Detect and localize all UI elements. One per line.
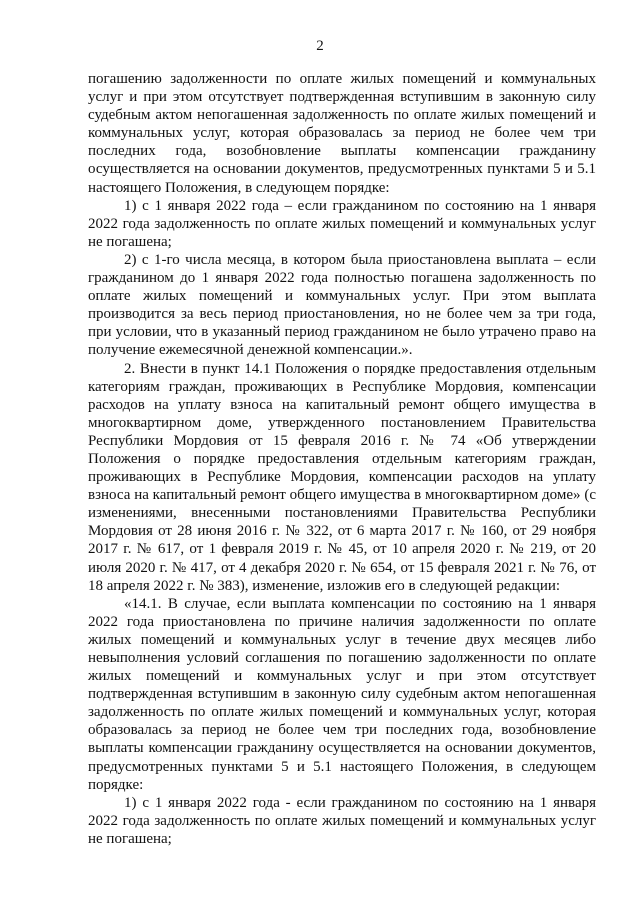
document-body bbox=[88, 70, 596, 848]
paragraph: «14.1. В случае, если выплата компенсации по состоянию на 1 января 2022 года приостановлена по причине наличия задолженности по оплате жилых помещений и коммунальных услуг в течение двух месяцев либо невыполнения условий соглашения по погашению задолженности по оплате жилых помещений и коммунальных услуг и при этом отсутствует подтвержденная вступившим в законную силу судебным актом непогашенная задолженность по оплате жилых помещений и коммунальных услуг, которая образовалась за период не более чем три последних года, возобновление выплаты компенсации гражданину осуществляется на основании документов, предусмотренных пунктами 5 и 5.1 настоящего Положения, в следующем порядке: bbox=[88, 595, 596, 793]
paragraph: погашению задолженности по оплате жилых помещений и коммунальных услуг и при этом отсутствует подтвержденная вступившим в законную силу судебным актом непогашенная задолженность по оплате жилых помещений и коммунальных услуг, которая образовалась за период не более чем три последних года, возобновление выплаты компенсации гражданину осуществляется на основании документов, предусмотренных пунктами 5 и 5.1 настоящего Положения, в следующем порядке: bbox=[88, 71, 596, 196]
page-number: 2 bbox=[316, 38, 324, 54]
paragraph: 2) с 1-го числа месяца, в котором была приостановлена выплата – если гражданином до 1 января 2022 года полностью погашена задолженность по оплате жилых помещений и коммунальных услуг. При этом выплата производится за весь период приостановления, но не более чем за три года, при условии, что в указанный период гражданином не было утрачено право на получение ежемесячной денежной компенсации.». bbox=[88, 251, 596, 359]
paragraph: 1) с 1 января 2022 года - если гражданином по состоянию на 1 января 2022 года задолженность по оплате жилых помещений и коммунальных услуг не погашена; bbox=[88, 794, 596, 847]
paragraph: 1) с 1 января 2022 года – если гражданином по состоянию на 1 января 2022 года задолженность по оплате жилых помещений и коммунальных услуг не погашена; bbox=[88, 197, 596, 250]
paragraph: 2. Внести в пункт 14.1 Положения о порядке предоставления отдельным категориям граждан, проживающих в Республике Мордовия, компенсации расходов на уплату взноса на капитальный ремонт общего имущества в многоквартирном доме, утвержденного постановлением Правительства Республики Мордовия от 15 февраля 2016 г. № 74 «Об утверждении Положения о порядке предоставления отдельным категориям граждан, проживающих в Республике Мордовия, компенсации расходов на уплату взноса на капитальный ремонт общего имущества в многоквартирном доме» (с изменениями, внесенными постановлениями Правительства Республики Мордовия от 28 июня 2016 г. № 322, от 6 марта 2017 г. № 160, от 29 ноября 2017 г. № 617, от 1 февраля 2019 г. № 45, от 10 апреля 2020 г. № 219, от 20 июля 2020 г. № 417, от 4 декабря 2020 г. № 654, от 15 февраля 2021 г. № 76, от 18 апреля 2022 г. № 383), изменение, изложив его в следующей редакции: bbox=[88, 360, 596, 594]
